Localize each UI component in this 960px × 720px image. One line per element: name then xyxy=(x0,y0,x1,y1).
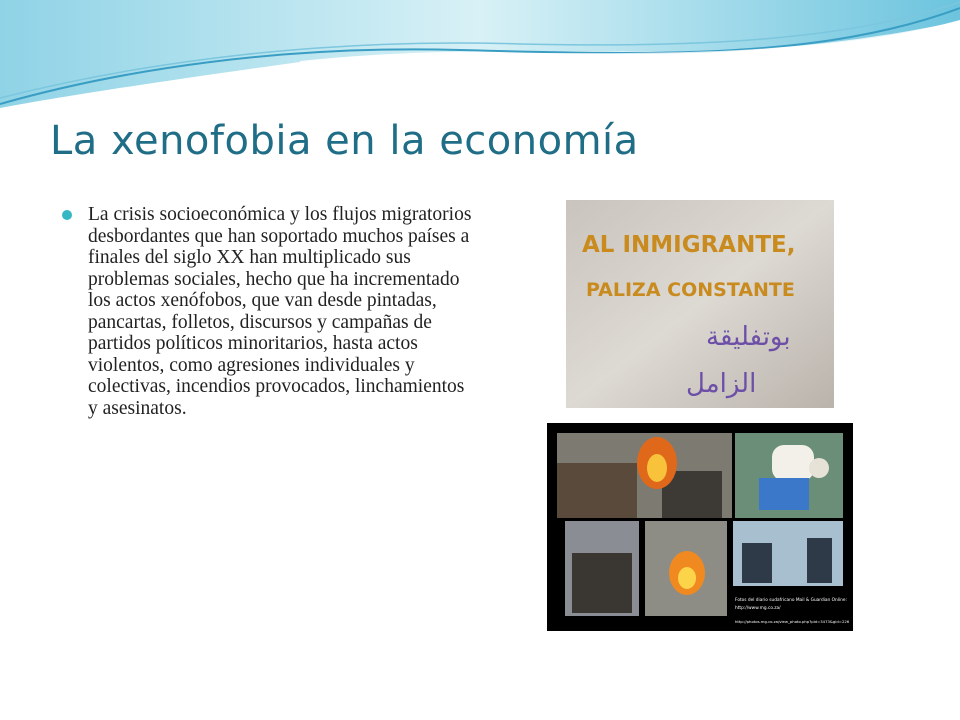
graffiti-photo xyxy=(566,200,834,408)
collage-caption-1: Fotos del diario sudafricano Mail & Guardian Online: xyxy=(735,598,847,603)
graffiti-arabic1: بوتفليقة xyxy=(706,322,791,352)
graffiti-line2: PALIZA CONSTANTE xyxy=(586,279,795,301)
violence-collage-photo xyxy=(547,423,853,631)
graffiti-arabic2: الزامل xyxy=(686,369,757,399)
bullet-text: La crisis socioeconómica y los flujos migratorios desbordantes que han soportado muchos países a finales del siglo XX han multiplicado sus problemas sociales, hecho que ha incrementado los actos xenófobos, que van desde pintadas, pancartas, folletos, discursos y campañas de partidos políticos minoritarios, hasta actos violentos, como agresiones individuales y colectivas, incendios provocados, linchamientos y asesinatos. xyxy=(88,204,472,419)
slide-title: La xenofobia en la economía xyxy=(50,118,639,164)
bullet-list xyxy=(62,204,472,419)
collage-caption-2: http://www.mg.co.za/ xyxy=(735,606,781,611)
graffiti-line1: AL INMIGRANTE, xyxy=(582,232,796,258)
header-wave-decoration xyxy=(0,0,960,120)
collage-footer-url: http://photos.mg.co.za/view_photo.php?pid=3473&gid=226 xyxy=(735,619,850,624)
bullet-dot-icon xyxy=(62,210,72,220)
